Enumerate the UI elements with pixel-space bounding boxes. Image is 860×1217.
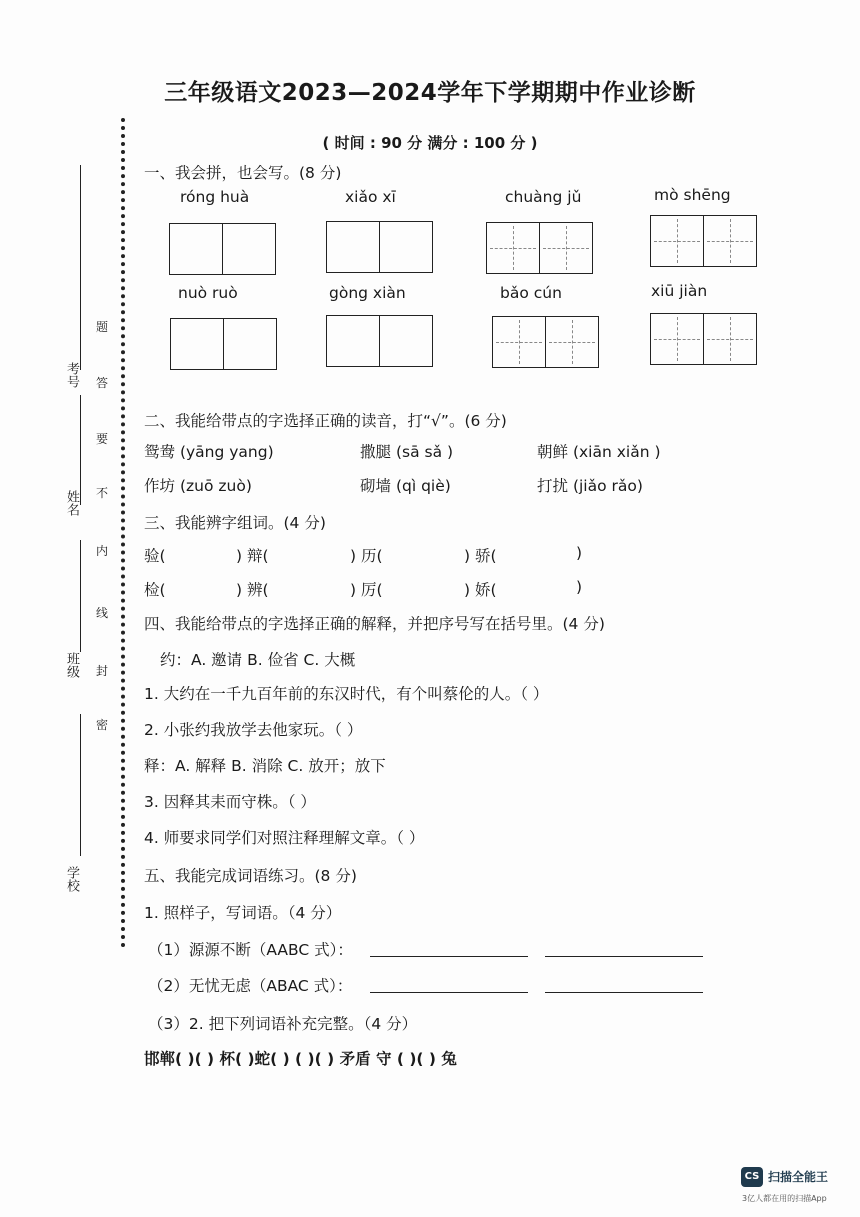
answer-line[interactable] (370, 992, 528, 993)
pinyin-label: nuò ruò (178, 284, 238, 302)
seal-char: 要 (96, 432, 109, 446)
reading-options[interactable]: (qì qiè) (395, 477, 451, 495)
reading-item (360, 440, 453, 462)
answer-line[interactable] (370, 956, 528, 957)
exam-time-score: ( 时间 : 90 分 满分 : 100 分 ) (322, 134, 538, 152)
pinyin-label: xiǎo xī (345, 188, 396, 206)
writing-grid[interactable] (650, 215, 757, 267)
pinyin-label: róng huà (180, 188, 250, 206)
reading-item (537, 474, 643, 496)
section-3-heading: 三、我能辨字组词。(4 分) (144, 514, 326, 532)
writing-grid[interactable] (492, 316, 599, 368)
seal-char: 不 (96, 486, 109, 500)
camscanner-name: 扫描全能王 (768, 1170, 829, 1184)
class-label: 班级 (64, 652, 79, 678)
reading-word: 打扰 (537, 477, 569, 495)
reading-word: 鸳鸯 (144, 443, 176, 461)
word-group-cell[interactable]: ) 历( (350, 547, 383, 565)
sub-question: 1. 照样子，写词语。（4 分） (144, 904, 342, 922)
writing-grid[interactable] (326, 221, 433, 273)
reading-options[interactable]: (sā sǎ ) (395, 443, 454, 461)
pattern-item: （1）源源不断（AABC 式）： (148, 941, 353, 959)
word-group-cell: 验( (144, 547, 166, 565)
reading-options[interactable]: (xiān xiǎn ) (572, 443, 661, 461)
seal-char: 内 (96, 544, 109, 558)
binding-dotted-line (121, 118, 125, 948)
section-5-heading: 五、我能完成词语练习。(8 分) (144, 867, 357, 885)
question-item[interactable]: 1. 大约在一千九百年前的东汉时代，有个叫蔡伦的人。（ ） (144, 685, 549, 703)
section-4-heading: 四、我能给带点的字选择正确的解释，并把序号写在括号里。(4 分) (144, 615, 605, 633)
definition-options: 约：A. 邀请 B. 俭省 C. 大概 (160, 651, 356, 669)
question-item[interactable]: 4. 师要求同学们对照注释理解文章。（ ） (144, 829, 425, 847)
word-group-cell[interactable]: ) (576, 578, 583, 596)
seal-char: 密 (96, 718, 109, 732)
pattern-item: （2）无忧无虑（ABAC 式）： (148, 977, 353, 995)
question-item[interactable]: 2. 小张约我放学去他家玩。（ ） (144, 721, 363, 739)
word-group-cell[interactable]: ) 辩( (236, 547, 269, 565)
class-line (80, 540, 81, 652)
word-group-cell[interactable]: ) 娇( (464, 581, 497, 599)
name-label: 姓名 (64, 490, 79, 516)
writing-grid[interactable] (650, 313, 757, 365)
word-group-cell[interactable]: ) (576, 544, 583, 562)
reading-options[interactable]: (zuō zuò) (179, 477, 252, 495)
seal-char: 封 (96, 664, 109, 678)
exam-no-label: 考号 (64, 362, 79, 388)
writing-grid[interactable] (169, 223, 276, 275)
seal-char: 线 (96, 606, 109, 620)
writing-grid[interactable] (486, 222, 593, 274)
word-group-cell[interactable]: ) 厉( (350, 581, 383, 599)
pinyin-label: xiū jiàn (651, 282, 708, 300)
writing-grid[interactable] (170, 318, 277, 370)
reading-options[interactable]: (jiǎo rǎo) (572, 477, 643, 495)
reading-item (144, 440, 274, 462)
reading-word: 作坊 (144, 477, 176, 495)
sub-question: （3）2. 把下列词语补充完整。（4 分） (148, 1015, 418, 1033)
school-label: 学校 (64, 866, 79, 892)
writing-grid[interactable] (326, 315, 433, 367)
camscanner-logo: CS (741, 1167, 763, 1187)
pinyin-label: bǎo cún (500, 284, 562, 302)
seal-char: 答 (96, 376, 109, 390)
section-1-heading: 一、我会拼，也会写。(8 分) (144, 164, 342, 182)
seal-char: 题 (96, 320, 109, 334)
pinyin-label: gòng xiàn (329, 284, 406, 302)
name-line (80, 395, 81, 505)
word-group-cell[interactable]: ) 骄( (464, 547, 497, 565)
reading-item (144, 474, 252, 496)
question-item[interactable]: 3. 因释其耒而守株。（ ） (144, 793, 316, 811)
pinyin-label: mò shēng (654, 186, 731, 204)
pinyin-label: chuàng jǔ (505, 188, 582, 206)
reading-item (360, 474, 451, 496)
answer-line[interactable] (545, 956, 703, 957)
answer-line[interactable] (545, 992, 703, 993)
reading-word: 砌墙 (360, 477, 392, 495)
reading-word: 撒腿 (360, 443, 392, 461)
school-line (80, 714, 81, 856)
camscanner-tagline: 3亿人都在用的扫描App (742, 1194, 827, 1203)
page-title: 三年级语文2023—2024学年下学期期中作业诊断 (164, 80, 696, 106)
word-group-cell[interactable]: ) 辨( (236, 581, 269, 599)
word-group-cell: 检( (144, 581, 166, 599)
definition-options: 释：A. 解释 B. 消除 C. 放开；放下 (144, 757, 386, 775)
reading-options[interactable]: (yāng yang) (179, 443, 274, 461)
exam-no-line (80, 165, 81, 370)
reading-item (537, 440, 661, 462)
reading-word: 朝鲜 (537, 443, 569, 461)
section-2-heading: 二、我能给带点的字选择正确的读音，打“√”。(6 分) (144, 412, 507, 430)
idiom-fill-line[interactable]: 邯郸( )( ) 杯( )蛇( ) ( )( ) 矛盾 守 ( )( ) 兔 (144, 1050, 457, 1068)
